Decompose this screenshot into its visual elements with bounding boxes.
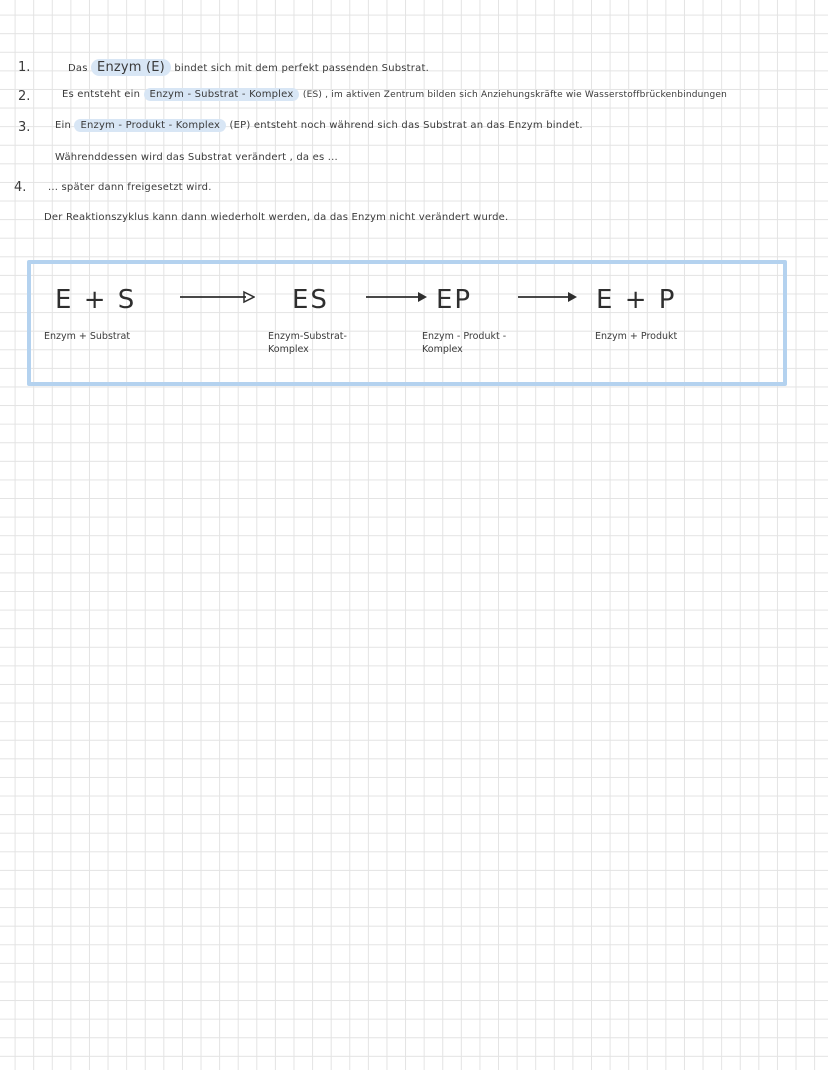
formula-enzyme-product-complex: EP bbox=[436, 285, 473, 315]
note-text: bindet sich mit dem perfekt passenden Substrat. bbox=[174, 63, 429, 74]
formula-enzyme-substrate-complex: ES bbox=[292, 285, 329, 315]
note-line bbox=[55, 120, 583, 131]
highlight-term: Enzym - Produkt - Komplex bbox=[74, 119, 226, 132]
line-number: 4. bbox=[14, 180, 27, 195]
note-text: Das bbox=[68, 63, 88, 74]
note-text: Währenddessen wird das Substrat verändert , da es ... bbox=[55, 152, 338, 163]
label-enzyme-substrate: Enzym + Substrat bbox=[44, 331, 131, 342]
arrow-right-icon bbox=[366, 290, 428, 304]
formula-enzyme-substrate: E + S bbox=[55, 285, 137, 315]
note-text: (ES) , im aktiven Zentrum bilden sich Anziehungskräfte wie Wasserstoffbrückenbindungen bbox=[302, 90, 728, 100]
line-number: 2. bbox=[18, 89, 31, 104]
note-text: Ein bbox=[55, 120, 72, 131]
reaction-diagram-box bbox=[27, 260, 787, 386]
note-line bbox=[55, 152, 338, 163]
line-number: 1. bbox=[18, 60, 31, 75]
note-text: Der Reaktionszyklus kann dann wiederholt werden, da das Enzym nicht verändert wurde. bbox=[44, 212, 509, 223]
highlight-term: Enzym - Substrat - Komplex bbox=[144, 88, 300, 101]
arrow-right-icon bbox=[518, 290, 578, 304]
highlight-term: Enzym (E) bbox=[91, 59, 171, 76]
label-enzyme-product: Enzym + Produkt bbox=[595, 331, 678, 342]
note-text: Es entsteht ein bbox=[62, 89, 141, 100]
label-enzyme-substrate-complex: Enzym-Substrat- Komplex bbox=[268, 331, 347, 355]
note-text: ... später dann freigesetzt wird. bbox=[48, 182, 212, 193]
note-line bbox=[62, 89, 727, 100]
line-number: 3. bbox=[18, 120, 31, 135]
label-enzyme-product-complex: Enzym - Produkt - Komplex bbox=[422, 331, 507, 355]
note-text: (EP) entsteht noch während sich das Substrat an das Enzym bindet. bbox=[229, 120, 583, 131]
note-line bbox=[68, 60, 429, 75]
note-line bbox=[44, 212, 508, 223]
note-line bbox=[48, 182, 212, 193]
arrow-right-icon bbox=[180, 290, 255, 304]
formula-enzyme-product: E + P bbox=[596, 285, 677, 315]
